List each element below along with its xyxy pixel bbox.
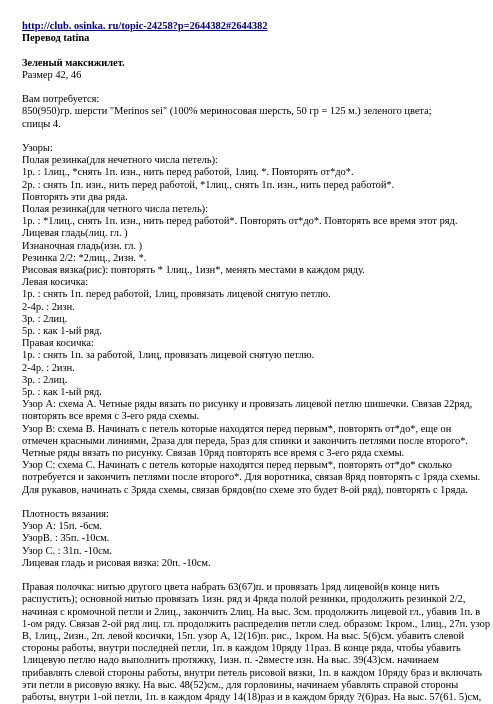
pattern-line: 2-4р. : 2изн. [22,362,75,374]
pattern-line: Повторять эти два ряда. [22,191,128,203]
front-line: 1-ом ряду. Связав 2-ой ряд лиц. гл. продолжить распределив петли след. образом: 1кром., 1лиц., 27п. узор [22,618,491,630]
pattern-line: 1р. : снять 1п. за работой, 1лиц, провязать лицевой снятую петлю. [22,350,315,362]
spacer [22,497,488,509]
front-line: эти петли в рисовую вязку. На выс. 48(52)см., для горловины, начинаем убавлять справой стороны [22,679,459,691]
pattern-line: 5р. : как 1-ый ряд. [22,387,102,399]
spacer [22,45,488,57]
patterns-section [22,143,488,497]
materials-yarn: 850(950)гр. шерсти "Merinos sei" (100% мериносовая шерсть, 50 гр = 125 м.) зеленого цвета; [22,106,432,118]
front-line: стороны работы, внутри последней петли, 1п. в каждом 10ряду 11раз. В конце ряда, чтобы убавить [22,643,461,655]
front-line: работы, внутри 1-ой петли, 1п. в каждом 4ряду 14(18)раз и в каждом бряду ?(6)раз. На выс. 57(61. 5)см, [22,692,482,704]
front-section [22,582,491,704]
pattern-line: Рисовая вязка(рис): повторять * 1лиц., 1изн*, менять местами в каждом ряду. [22,265,365,277]
front-line: начиная с кромочной петли и 2лиц., закончить 2лиц. На выс. 3см. продолжить лицевой гл., убавив 1п. в [22,606,481,618]
pattern-line: Узор В: схема В. Начинать с петель которые находятся перед первым*, повторять от*до*, еще он [22,423,452,435]
pattern-line: Четные ряды вязать по рисунку. Связав 10ряд повторять все время с 3-его ряда схемы. [22,448,405,460]
pattern-line: 5р. : как 1-ый ряд. [22,326,102,338]
pattern-line: потребуется и закончить петлями после второго*. Для воротника, связав 8ряд повторять с 1ряда схемы. [22,472,481,484]
density-heading: Плотность вязания: [22,509,109,521]
pattern-line: 2р. : снять 1п. изн., нить перед работой, *1лиц., снять 1п. изн., нить перед работой*. [22,179,395,191]
translator-credit: Перевод tatina [22,33,90,45]
patterns-heading: Узоры: [22,142,53,154]
source-link[interactable]: http://club. osinka. ru/topic-24258?p=2644382#2644382 [22,21,268,32]
front-line: 1лицевую петлю надо выполнить протяжку, 1изн. п. -2вместе изн. На выс. 39(43)см. начинаем [22,655,439,667]
pattern-line: Узор С: схема С. Начинать с петель которые находятся перед первым*, повторять от*до* сколько [22,460,452,472]
spacer [22,131,488,143]
size-line: Размер 42, 46 [22,69,82,81]
pattern-line: Правая косичка: [22,338,94,350]
front-line: В, 1лиц., 2изн., 2п. левой косички, 15п. узор А, 12(16)п. рис., 1кром. На выс. 5(6)см. убавить слевой [22,631,465,643]
materials-heading: Вам потребуется: [22,94,100,106]
density-line: Узор С. : 31п. -10см. [22,545,112,557]
pattern-line: 3р. : 2лиц. [22,313,68,325]
pattern-line: Лицевая гладь(лиц. гл. ) [22,228,128,240]
density-line: Узор А: 15п. -6см. [22,521,103,533]
density-line: Лицевая гладь и рисовая вязка: 20п. -10см. [22,557,211,569]
spacer [22,82,488,94]
pattern-line: 2-4р. : 2изн. [22,301,75,313]
pattern-line: 1р. : 1лиц., *снять 1п. изн., нить перед работой, 1лиц. *. Повторять от*до*. [22,167,354,179]
front-line: распустить); основной нитью провязать 1изн. ряд и 4ряда полой резинки, продолжить резинкой 2/2, [22,594,466,606]
pattern-line: Для рукавов, начинать с 3ряда схемы, связав 6рядов(по схеме это будет 8-ой ряд), повторять с 1ряда. [22,484,468,496]
materials-needles: спицы 4. [22,118,61,130]
pattern-line: отмечен красными линиями, 2раза для переда, 5раз для спинки и закончить петлями после второго*. [22,435,469,447]
pattern-line: Левая косичка: [22,277,89,289]
pattern-line: Полая резинка(для нечетного числа петель): [22,155,218,167]
pattern-line: повторять все время с 3-его ряда схемы. [22,411,200,423]
pattern-line: Изнаночная гладь(изн. гл. ) [22,240,143,252]
density-section [22,509,488,570]
pattern-line: 1р. : *1лиц., снять 1п. изн., нить перед работой*. Повторять от*до*. Повторять все время этот ряд. [22,216,458,228]
density-line: УзорВ. : 35п. -10см. [22,533,110,545]
pattern-line: Полая резинка(для четного числа петель): [22,204,209,215]
spacer [22,570,488,582]
pattern-line: 1р. : снять 1п. перед работой, 1лиц, провязать лицевой снятую петлю. [22,289,331,301]
pattern-line: Резинка 2/2: *2лиц., 2изн. *. [22,252,147,264]
pattern-title: Зеленый максижилет. [22,57,125,69]
front-line: прибавлять слевой стороны работы, внутри петель рисовой вязки, 1п. в каждом 10ряду 6раз и включать [22,667,483,679]
pattern-line: Узор А: схема А. Четные ряды вязать по рисунку и провязать лицевой петлю шишечки. Связав 22ряд, [22,399,473,411]
pattern-line: 3р. : 2лиц. [22,374,68,386]
document-page [22,21,491,704]
front-line: Правая полочка: нитью другого цвета набрать 63(67)п. и провязать 1ряд лицевой(в конце нить [22,582,440,594]
